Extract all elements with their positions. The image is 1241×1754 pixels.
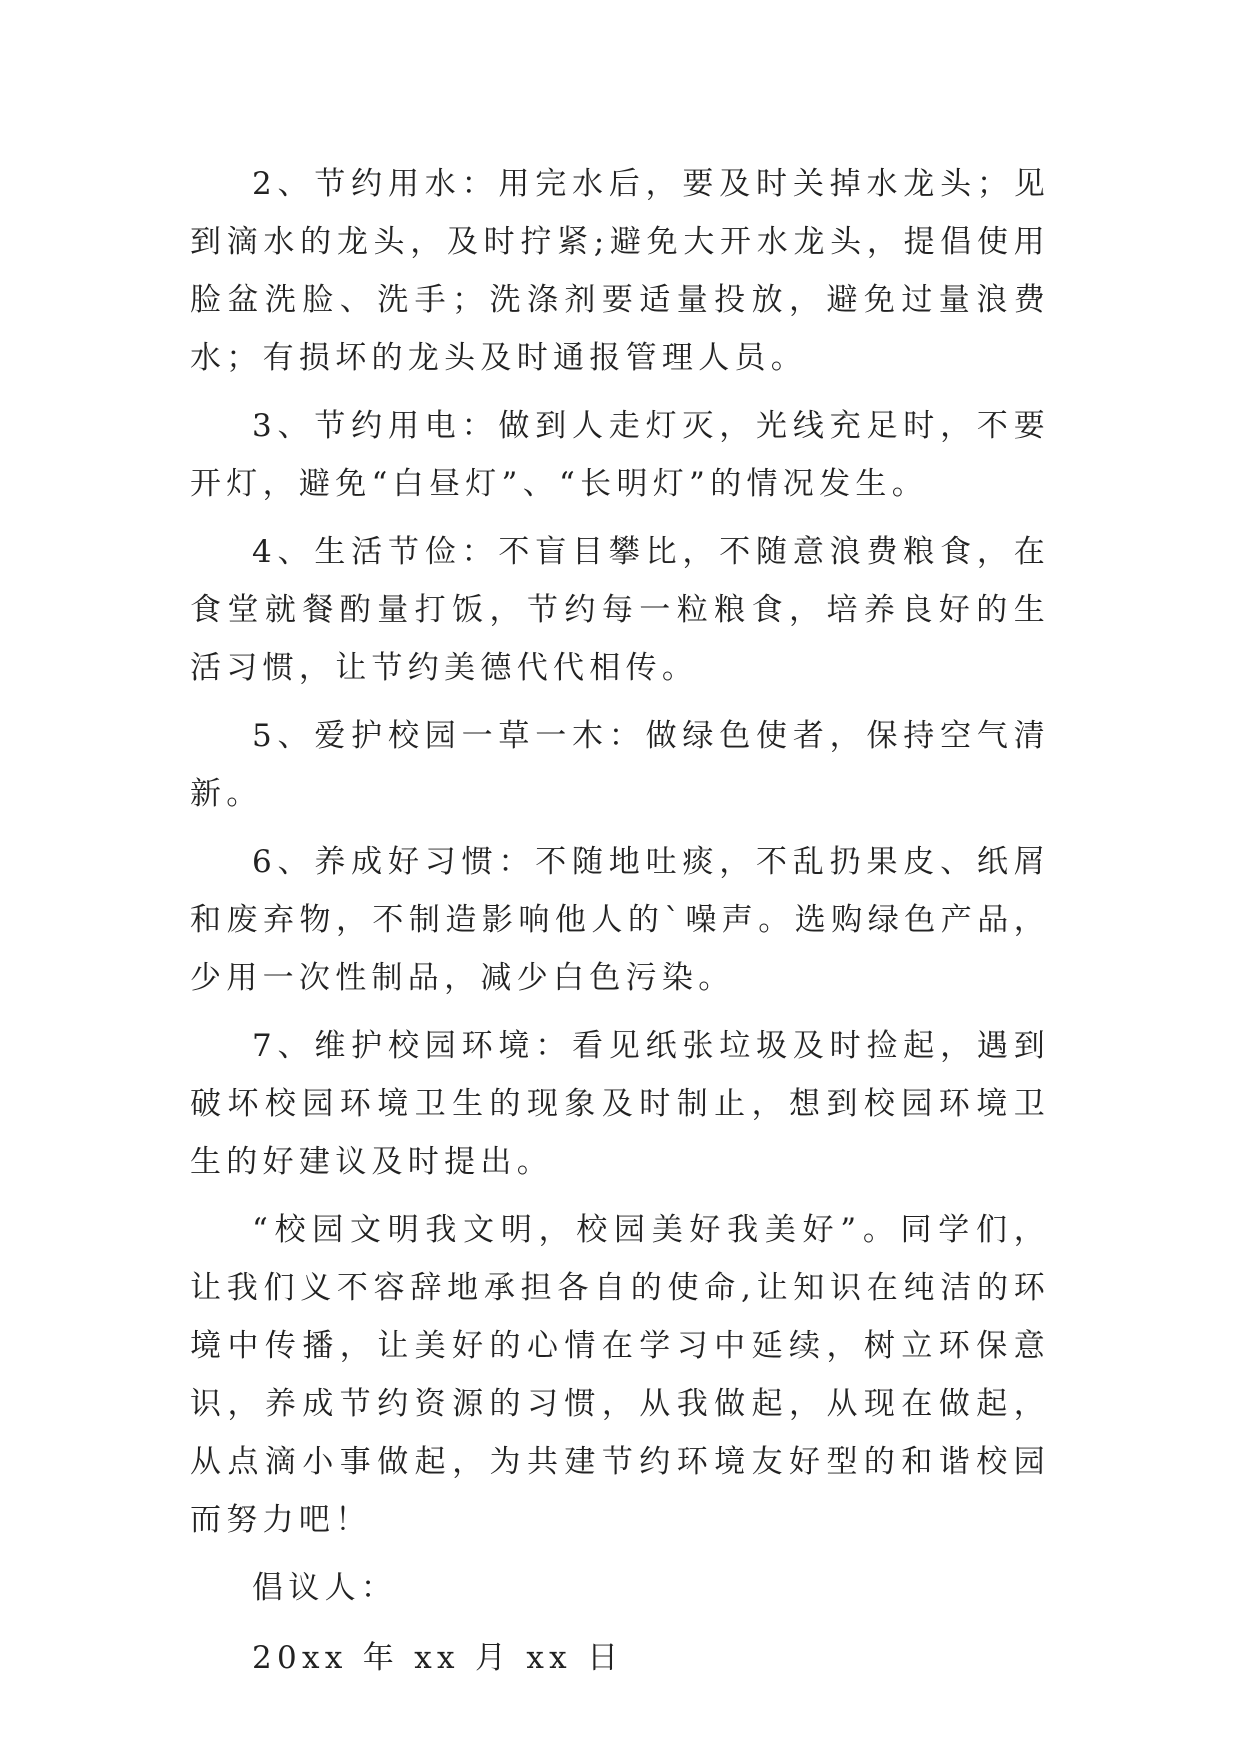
paragraph-electricity-saving: 3、节约用电：做到人走灯灭，光线充足时，不要开灯，避免“白昼灯”、“长明灯”的情况发生。: [190, 408, 1050, 502]
document-body: [190, 155, 1050, 1699]
paragraph-campus-plants: 5、爱护校园一草一木：做绿色使者，保持空气清新。: [190, 718, 1050, 812]
paragraph-good-habits: 6、养成好习惯：不随地吐痰，不乱扔果皮、纸屑和废弃物，不制造影响他人的`噪声。选购绿色产品，少用一次性制品，减少白色污染。: [190, 844, 1050, 996]
paragraph-water-saving: 2、节约用水：用完水后，要及时关掉水龙头；见到滴水的龙头，及时拧紧;避免大开水龙头，提倡使用脸盆洗脸、洗手；洗涤剂要适量投放，避免过量浪费水；有损坏的龙头及时通报管理人员。: [190, 166, 1050, 376]
paragraph-closing-appeal: “校园文明我文明，校园美好我美好”。同学们，让我们义不容辞地承担各自的使命,让知识在纯洁的环境中传播，让美好的心情在学习中延续，树立环保意识，养成节约资源的习惯，从我做起，从现在做起，从点滴小事做起，为共建节约环境友好型的和谐校园而努力吧！: [190, 1212, 1050, 1538]
document-date: 20xx 年 xx 月 xx 日: [252, 1640, 624, 1676]
signature-label: 倡议人：: [252, 1570, 398, 1606]
paragraph-campus-environment: 7、维护校园环境：看见纸张垃圾及时捡起，遇到破坏校园环境卫生的现象及时制止，想到校园环境卫生的好建议及时提出。: [190, 1028, 1050, 1180]
paragraph-frugal-living: 4、生活节俭：不盲目攀比，不随意浪费粮食，在食堂就餐酌量打饭，节约每一粒粮食，培养良好的生活习惯，让节约美德代代相传。: [190, 534, 1050, 686]
